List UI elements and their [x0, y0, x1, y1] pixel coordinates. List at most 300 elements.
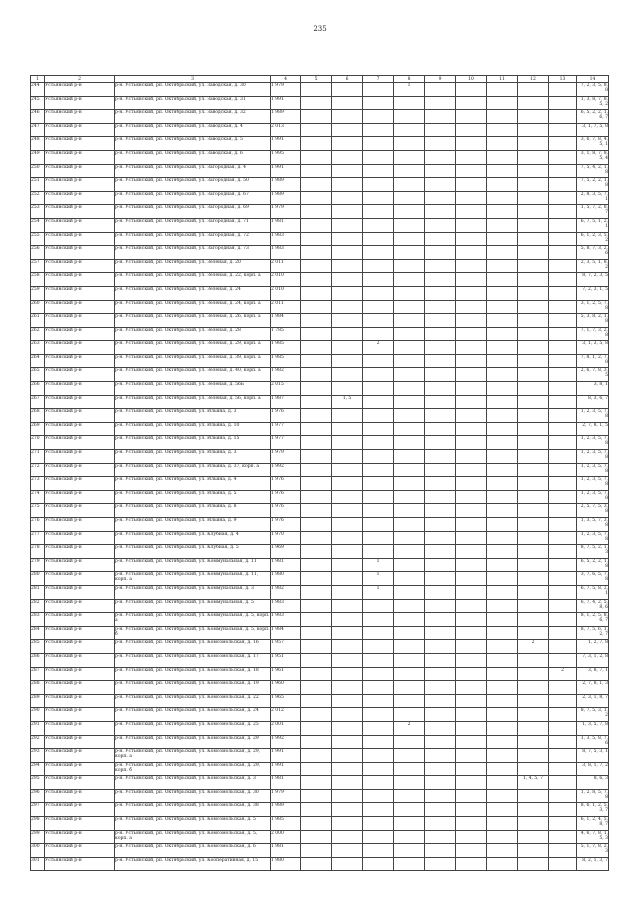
address-cell: р-н. Устьянский, рп. Октябрьский, ул. Клубная, д. 5: [115, 545, 271, 559]
table-row: [31, 259, 609, 273]
year-cell: 2 000: [271, 830, 301, 844]
row-number: 285: [31, 640, 45, 654]
empty-cell-col10: [456, 137, 487, 151]
address-cell: р-н. Устьянский, рп. Октябрьский, ул. Коммунальная, д. 11: [115, 558, 271, 572]
empty-cell-col12: [518, 463, 549, 477]
address-cell: р-н. Устьянский, рп. Октябрьский, ул. Комсомольская, д. 5, корп. а: [115, 830, 271, 844]
address-cell: р-н. Устьянский, рп. Октябрьский, ул. Комсомольская, д. 29: [115, 735, 271, 749]
year-cell: 1 970: [271, 531, 301, 545]
empty-cell-col6: [332, 436, 363, 450]
district-cell: Устьянский р-н: [45, 599, 115, 613]
address-cell: р-н. Устьянский, рп. Октябрьский, ул. Заводская, д. 4: [115, 123, 271, 137]
year-cell: 1 989: [271, 803, 301, 817]
empty-cell-col9: [425, 504, 456, 518]
table-row: [31, 762, 609, 776]
empty-cell-col6: [332, 762, 363, 776]
year-cell: 1 981: [271, 844, 301, 858]
empty-cell-col11: [487, 246, 518, 260]
column-header-11: 11: [487, 76, 518, 83]
page-number: 235: [313, 25, 327, 33]
empty-cell-col13: [549, 341, 577, 355]
codes-cell: 6, 7, 5, 8, 2, 1: [577, 585, 609, 599]
empty-cell-col12: [518, 490, 549, 504]
empty-cell-col5: [301, 382, 332, 396]
empty-cell-col5: [301, 300, 332, 314]
row-number: 298: [31, 817, 45, 831]
empty-cell-col13: [549, 640, 577, 654]
empty-cell-col7: [363, 259, 394, 273]
year-cell: 1 991: [271, 137, 301, 151]
codes-cell: 8, 6, 1, 2, 5, 3, 7: [577, 803, 609, 817]
row-number: 282: [31, 599, 45, 613]
empty-cell-col6: [332, 300, 363, 314]
empty-cell-col10: [456, 653, 487, 667]
district-cell: Устьянский р-н: [45, 857, 115, 871]
codes-cell: 2, 3, 5, 1, 8, 2: [577, 259, 609, 273]
year-cell: 1 991: [271, 749, 301, 763]
codes-cell: 8, 6, 3: [577, 776, 609, 790]
empty-cell-col10: [456, 327, 487, 341]
empty-cell-col5: [301, 218, 332, 232]
codes-cell: 1, 2, 3, 5, 7, 8: [577, 409, 609, 423]
empty-cell-col6: [332, 585, 363, 599]
empty-cell-col6: [332, 653, 363, 667]
codes-cell: 3, 1, 7, 5, 8: [577, 123, 609, 137]
row-number: 288: [31, 681, 45, 695]
empty-cell-col5: [301, 450, 332, 464]
empty-cell-col6: [332, 123, 363, 137]
empty-cell-col6: [332, 721, 363, 735]
empty-cell-col6: [332, 341, 363, 355]
codes-cell: 1, 2, 3, 5, 7, 8: [577, 531, 609, 545]
year-cell: 1 984: [271, 626, 301, 640]
empty-cell-col12: [518, 803, 549, 817]
address-cell: р-н. Устьянский, рп. Октябрьский, ул. Комсомольская, д. 5: [115, 817, 271, 831]
empty-cell-col7: [363, 463, 394, 477]
address-cell: р-н. Устьянский, рп. Октябрьский, ул. Коммунальная, д. 5, корп. б: [115, 626, 271, 640]
empty-cell-col11: [487, 613, 518, 627]
row-number: 266: [31, 382, 45, 396]
empty-cell-col10: [456, 164, 487, 178]
row-number: 300: [31, 844, 45, 858]
empty-cell-col5: [301, 681, 332, 695]
row-number: 281: [31, 585, 45, 599]
empty-cell-col10: [456, 286, 487, 300]
empty-cell-col5: [301, 83, 332, 97]
codes-cell: 8, 7, 5, 6, 1, 2, 7: [577, 626, 609, 640]
codes-cell: 1, 2, 3, 5, 7, 8: [577, 450, 609, 464]
district-cell: Устьянский р-н: [45, 110, 115, 124]
empty-cell-col6: [332, 477, 363, 491]
empty-cell-col7: [363, 653, 394, 667]
empty-cell-col9: [425, 382, 456, 396]
empty-cell-col10: [456, 191, 487, 205]
table-row: [31, 382, 609, 396]
address-cell: р-н. Устьянский, рп. Октябрьский, ул. Ильина, д. 37, корп. а: [115, 463, 271, 477]
year-cell: 1 976: [271, 477, 301, 491]
empty-cell-col9: [425, 354, 456, 368]
empty-cell-col9: [425, 450, 456, 464]
empty-cell-col6: [332, 150, 363, 164]
empty-cell-col13: [549, 789, 577, 803]
empty-cell-col5: [301, 803, 332, 817]
district-cell: Устьянский р-н: [45, 327, 115, 341]
table-row: [31, 721, 609, 735]
empty-cell-col10: [456, 518, 487, 532]
address-cell: р-н. Устьянский, рп. Октябрьский, ул. Зеленая, д. 20: [115, 259, 271, 273]
empty-cell-col13: [549, 273, 577, 287]
empty-cell-col5: [301, 286, 332, 300]
address-cell: р-н. Устьянский, рп. Октябрьский, ул. Ильина, д. 3: [115, 450, 271, 464]
empty-cell-col11: [487, 545, 518, 559]
codes-cell: 6, 7, 5, 1, 2, 1: [577, 218, 609, 232]
empty-cell-col8: [394, 545, 425, 559]
empty-cell-col7: [363, 83, 394, 97]
column-header-8: 8: [394, 76, 425, 83]
empty-cell-col10: [456, 246, 487, 260]
empty-cell-col13: [549, 178, 577, 192]
empty-cell-col13: [549, 531, 577, 545]
table-row: [31, 327, 609, 341]
row-number: 260: [31, 300, 45, 314]
empty-cell-col6: [332, 640, 363, 654]
empty-cell-col12: [518, 205, 549, 219]
column-header-13: 13: [549, 76, 577, 83]
empty-cell-col8: [394, 558, 425, 572]
district-cell: Устьянский р-н: [45, 504, 115, 518]
row-number: 265: [31, 368, 45, 382]
district-cell: Устьянский р-н: [45, 450, 115, 464]
empty-cell-col7: [363, 844, 394, 858]
empty-cell-col12: [518, 518, 549, 532]
column-header-6: 6: [332, 76, 363, 83]
empty-cell-col5: [301, 857, 332, 871]
empty-cell-col10: [456, 83, 487, 97]
empty-cell-col5: [301, 259, 332, 273]
empty-cell-col11: [487, 300, 518, 314]
address-cell: р-н. Устьянский, рп. Октябрьский, ул. Ильина, д. 3: [115, 409, 271, 423]
empty-cell-col5: [301, 110, 332, 124]
header-row: [31, 76, 609, 83]
empty-cell-col5: [301, 232, 332, 246]
codes-cell: 3, 8, 1: [577, 382, 609, 396]
empty-cell-col11: [487, 640, 518, 654]
year-cell: 1 984: [271, 314, 301, 328]
empty-cell-col7: [363, 735, 394, 749]
empty-cell-col6: [332, 450, 363, 464]
empty-cell-col12: [518, 286, 549, 300]
district-cell: Устьянский р-н: [45, 436, 115, 450]
empty-cell-col10: [456, 721, 487, 735]
empty-cell-col5: [301, 830, 332, 844]
empty-cell-col7: [363, 232, 394, 246]
year-cell: 1 992: [271, 463, 301, 477]
empty-cell-col11: [487, 490, 518, 504]
empty-cell-col11: [487, 844, 518, 858]
row-number: 292: [31, 735, 45, 749]
value-cell-col7: 2: [363, 341, 394, 355]
empty-cell-col12: [518, 137, 549, 151]
empty-cell-col8: [394, 817, 425, 831]
empty-cell-col12: [518, 789, 549, 803]
row-number: 287: [31, 667, 45, 681]
table-row: [31, 599, 609, 613]
district-cell: Устьянский р-н: [45, 681, 115, 695]
row-number: 262: [31, 327, 45, 341]
empty-cell-col8: [394, 246, 425, 260]
empty-cell-col10: [456, 123, 487, 137]
year-cell: 1 987: [271, 395, 301, 409]
empty-cell-col13: [549, 205, 577, 219]
empty-cell-col10: [456, 232, 487, 246]
district-cell: Устьянский р-н: [45, 640, 115, 654]
empty-cell-col10: [456, 259, 487, 273]
district-cell: Устьянский р-н: [45, 626, 115, 640]
empty-cell-col10: [456, 463, 487, 477]
district-cell: Устьянский р-н: [45, 708, 115, 722]
empty-cell-col10: [456, 178, 487, 192]
codes-cell: 1, 2, 8, 5, 7, 8: [577, 789, 609, 803]
district-cell: Устьянский р-н: [45, 137, 115, 151]
empty-cell-col13: [549, 422, 577, 436]
district-cell: Устьянский р-н: [45, 395, 115, 409]
empty-cell-col12: [518, 613, 549, 627]
empty-cell-col10: [456, 545, 487, 559]
empty-cell-col6: [332, 667, 363, 681]
empty-cell-col10: [456, 558, 487, 572]
address-cell: р-н. Устьянский, рп. Октябрьский, ул. Загородная, д. 4: [115, 164, 271, 178]
empty-cell-col10: [456, 436, 487, 450]
year-cell: 1 976: [271, 490, 301, 504]
empty-cell-col13: [549, 354, 577, 368]
empty-cell-col8: [394, 518, 425, 532]
empty-cell-col6: [332, 83, 363, 97]
row-number: 245: [31, 96, 45, 110]
column-header-10: 10: [456, 76, 487, 83]
empty-cell-col10: [456, 708, 487, 722]
empty-cell-col8: [394, 803, 425, 817]
empty-cell-col11: [487, 776, 518, 790]
empty-cell-col12: [518, 436, 549, 450]
empty-cell-col9: [425, 300, 456, 314]
empty-cell-col6: [332, 96, 363, 110]
table-row: [31, 463, 609, 477]
address-cell: р-н. Устьянский, рп. Октябрьский, ул. Комсомольская, д. 6: [115, 844, 271, 858]
row-number: 255: [31, 232, 45, 246]
year-cell: 2 013: [271, 123, 301, 137]
empty-cell-col12: [518, 164, 549, 178]
table-row: [31, 422, 609, 436]
empty-cell-col6: [332, 164, 363, 178]
table-row: [31, 545, 609, 559]
row-number: 270: [31, 436, 45, 450]
district-cell: Устьянский р-н: [45, 558, 115, 572]
year-cell: 1 985: [271, 341, 301, 355]
empty-cell-col5: [301, 327, 332, 341]
empty-cell-col7: [363, 762, 394, 776]
empty-cell-col6: [332, 490, 363, 504]
empty-cell-col11: [487, 708, 518, 722]
empty-cell-col8: [394, 205, 425, 219]
table-row: [31, 531, 609, 545]
empty-cell-col6: [332, 368, 363, 382]
table-row: [31, 504, 609, 518]
empty-cell-col8: [394, 110, 425, 124]
empty-cell-col9: [425, 844, 456, 858]
column-header-14: 14: [577, 76, 609, 83]
district-cell: Устьянский р-н: [45, 613, 115, 627]
year-cell: 1 785: [271, 327, 301, 341]
empty-cell-col13: [549, 450, 577, 464]
empty-cell-col5: [301, 721, 332, 735]
address-cell: р-н. Устьянский, рп. Октябрьский, ул. Коммунальная, д. 5, корп. а: [115, 613, 271, 627]
empty-cell-col11: [487, 164, 518, 178]
empty-cell-col7: [363, 123, 394, 137]
column-header-5: 5: [301, 76, 332, 83]
empty-cell-col10: [456, 572, 487, 586]
empty-cell-col5: [301, 314, 332, 328]
row-number: 248: [31, 137, 45, 151]
empty-cell-col11: [487, 110, 518, 124]
row-number: 269: [31, 422, 45, 436]
empty-cell-col8: [394, 436, 425, 450]
empty-cell-col9: [425, 178, 456, 192]
empty-cell-col8: [394, 422, 425, 436]
table-row: [31, 681, 609, 695]
empty-cell-col10: [456, 395, 487, 409]
empty-cell-col12: [518, 273, 549, 287]
empty-cell-col9: [425, 83, 456, 97]
empty-cell-col12: [518, 191, 549, 205]
empty-cell-col12: [518, 572, 549, 586]
empty-cell-col13: [549, 653, 577, 667]
codes-cell: 8, 7, 5, 2, 1, 3: [577, 545, 609, 559]
empty-cell-col7: [363, 531, 394, 545]
empty-cell-col13: [549, 817, 577, 831]
empty-cell-col7: [363, 504, 394, 518]
empty-cell-col11: [487, 150, 518, 164]
empty-cell-col11: [487, 395, 518, 409]
row-number: 251: [31, 178, 45, 192]
empty-cell-col11: [487, 735, 518, 749]
empty-cell-col10: [456, 667, 487, 681]
empty-cell-col8: [394, 762, 425, 776]
codes-cell: 3, 7, 6, 5, 7, 8: [577, 572, 609, 586]
row-number: 257: [31, 259, 45, 273]
empty-cell-col6: [332, 218, 363, 232]
empty-cell-col13: [549, 300, 577, 314]
column-header-7: 7: [363, 76, 394, 83]
row-number: 273: [31, 477, 45, 491]
empty-cell-col12: [518, 395, 549, 409]
empty-cell-col7: [363, 164, 394, 178]
table-row: [31, 613, 609, 627]
empty-cell-col9: [425, 708, 456, 722]
table-row: [31, 83, 609, 97]
empty-cell-col13: [549, 558, 577, 572]
empty-cell-col7: [363, 545, 394, 559]
year-cell: 1 977: [271, 436, 301, 450]
table-row: [31, 137, 609, 151]
empty-cell-col5: [301, 354, 332, 368]
table-row: [31, 436, 609, 450]
row-number: 280: [31, 572, 45, 586]
address-cell: р-н. Устьянский, рп. Октябрьский, ул. Комсомольская, д. 29, корп. б: [115, 762, 271, 776]
empty-cell-col13: [549, 83, 577, 97]
table-row: [31, 667, 609, 681]
table-row: [31, 96, 609, 110]
table-row: [31, 626, 609, 640]
codes-cell: 1, 2, 3, 5, 7, 8: [577, 436, 609, 450]
empty-cell-col8: [394, 286, 425, 300]
empty-cell-col8: [394, 681, 425, 695]
empty-cell-col5: [301, 463, 332, 477]
table-row: [31, 164, 609, 178]
address-cell: р-н. Устьянский, рп. Октябрьский, ул. Загородная, д. 69: [115, 205, 271, 219]
empty-cell-col7: [363, 422, 394, 436]
row-number: 291: [31, 721, 45, 735]
address-cell: р-н. Устьянский, рп. Октябрьский, ул. Комсомольская, д. 38: [115, 803, 271, 817]
empty-cell-col7: [363, 681, 394, 695]
empty-cell-col8: [394, 450, 425, 464]
address-cell: р-н. Устьянский, рп. Октябрьский, ул. Комсомольская, д. 24: [115, 708, 271, 722]
empty-cell-col6: [332, 286, 363, 300]
district-cell: Устьянский р-н: [45, 803, 115, 817]
empty-cell-col12: [518, 327, 549, 341]
empty-cell-col13: [549, 436, 577, 450]
empty-cell-col13: [549, 749, 577, 763]
empty-cell-col8: [394, 314, 425, 328]
codes-cell: 7, 1, 7, 3, 2, 8: [577, 327, 609, 341]
empty-cell-col7: [363, 218, 394, 232]
empty-cell-col10: [456, 477, 487, 491]
empty-cell-col13: [549, 599, 577, 613]
empty-cell-col11: [487, 191, 518, 205]
empty-cell-col8: [394, 368, 425, 382]
empty-cell-col13: [549, 490, 577, 504]
empty-cell-col6: [332, 694, 363, 708]
district-cell: Устьянский р-н: [45, 545, 115, 559]
empty-cell-col8: [394, 150, 425, 164]
value-cell-col8: 2: [394, 721, 425, 735]
empty-cell-col11: [487, 123, 518, 137]
codes-cell: 3, 8, 1, 7, 2: [577, 762, 609, 776]
empty-cell-col9: [425, 327, 456, 341]
address-cell: р-н. Устьянский, рп. Октябрьский, ул. Загородная, д. 72: [115, 232, 271, 246]
year-cell: 1 991: [271, 762, 301, 776]
table-row: [31, 789, 609, 803]
district-cell: Устьянский р-н: [45, 789, 115, 803]
empty-cell-col10: [456, 504, 487, 518]
table-row: [31, 585, 609, 599]
codes-cell: 1, 5, 7, 2, 8, 7: [577, 205, 609, 219]
address-cell: р-н. Устьянский, рп. Октябрьский, ул. Комсомольская, д. 18: [115, 667, 271, 681]
empty-cell-col10: [456, 749, 487, 763]
empty-cell-col13: [549, 463, 577, 477]
year-cell: 1 960: [271, 681, 301, 695]
table-row: [31, 694, 609, 708]
empty-cell-col6: [332, 409, 363, 423]
codes-cell: 1, 2, 3, 5, 7, 8: [577, 490, 609, 504]
empty-cell-col7: [363, 150, 394, 164]
year-cell: 1 995: [271, 150, 301, 164]
empty-cell-col5: [301, 137, 332, 151]
address-cell: р-н. Устьянский, рп. Октябрьский, ул. Комсомольская, д. 30: [115, 789, 271, 803]
empty-cell-col9: [425, 749, 456, 763]
empty-cell-col12: [518, 123, 549, 137]
column-header-9: 9: [425, 76, 456, 83]
empty-cell-col13: [549, 137, 577, 151]
